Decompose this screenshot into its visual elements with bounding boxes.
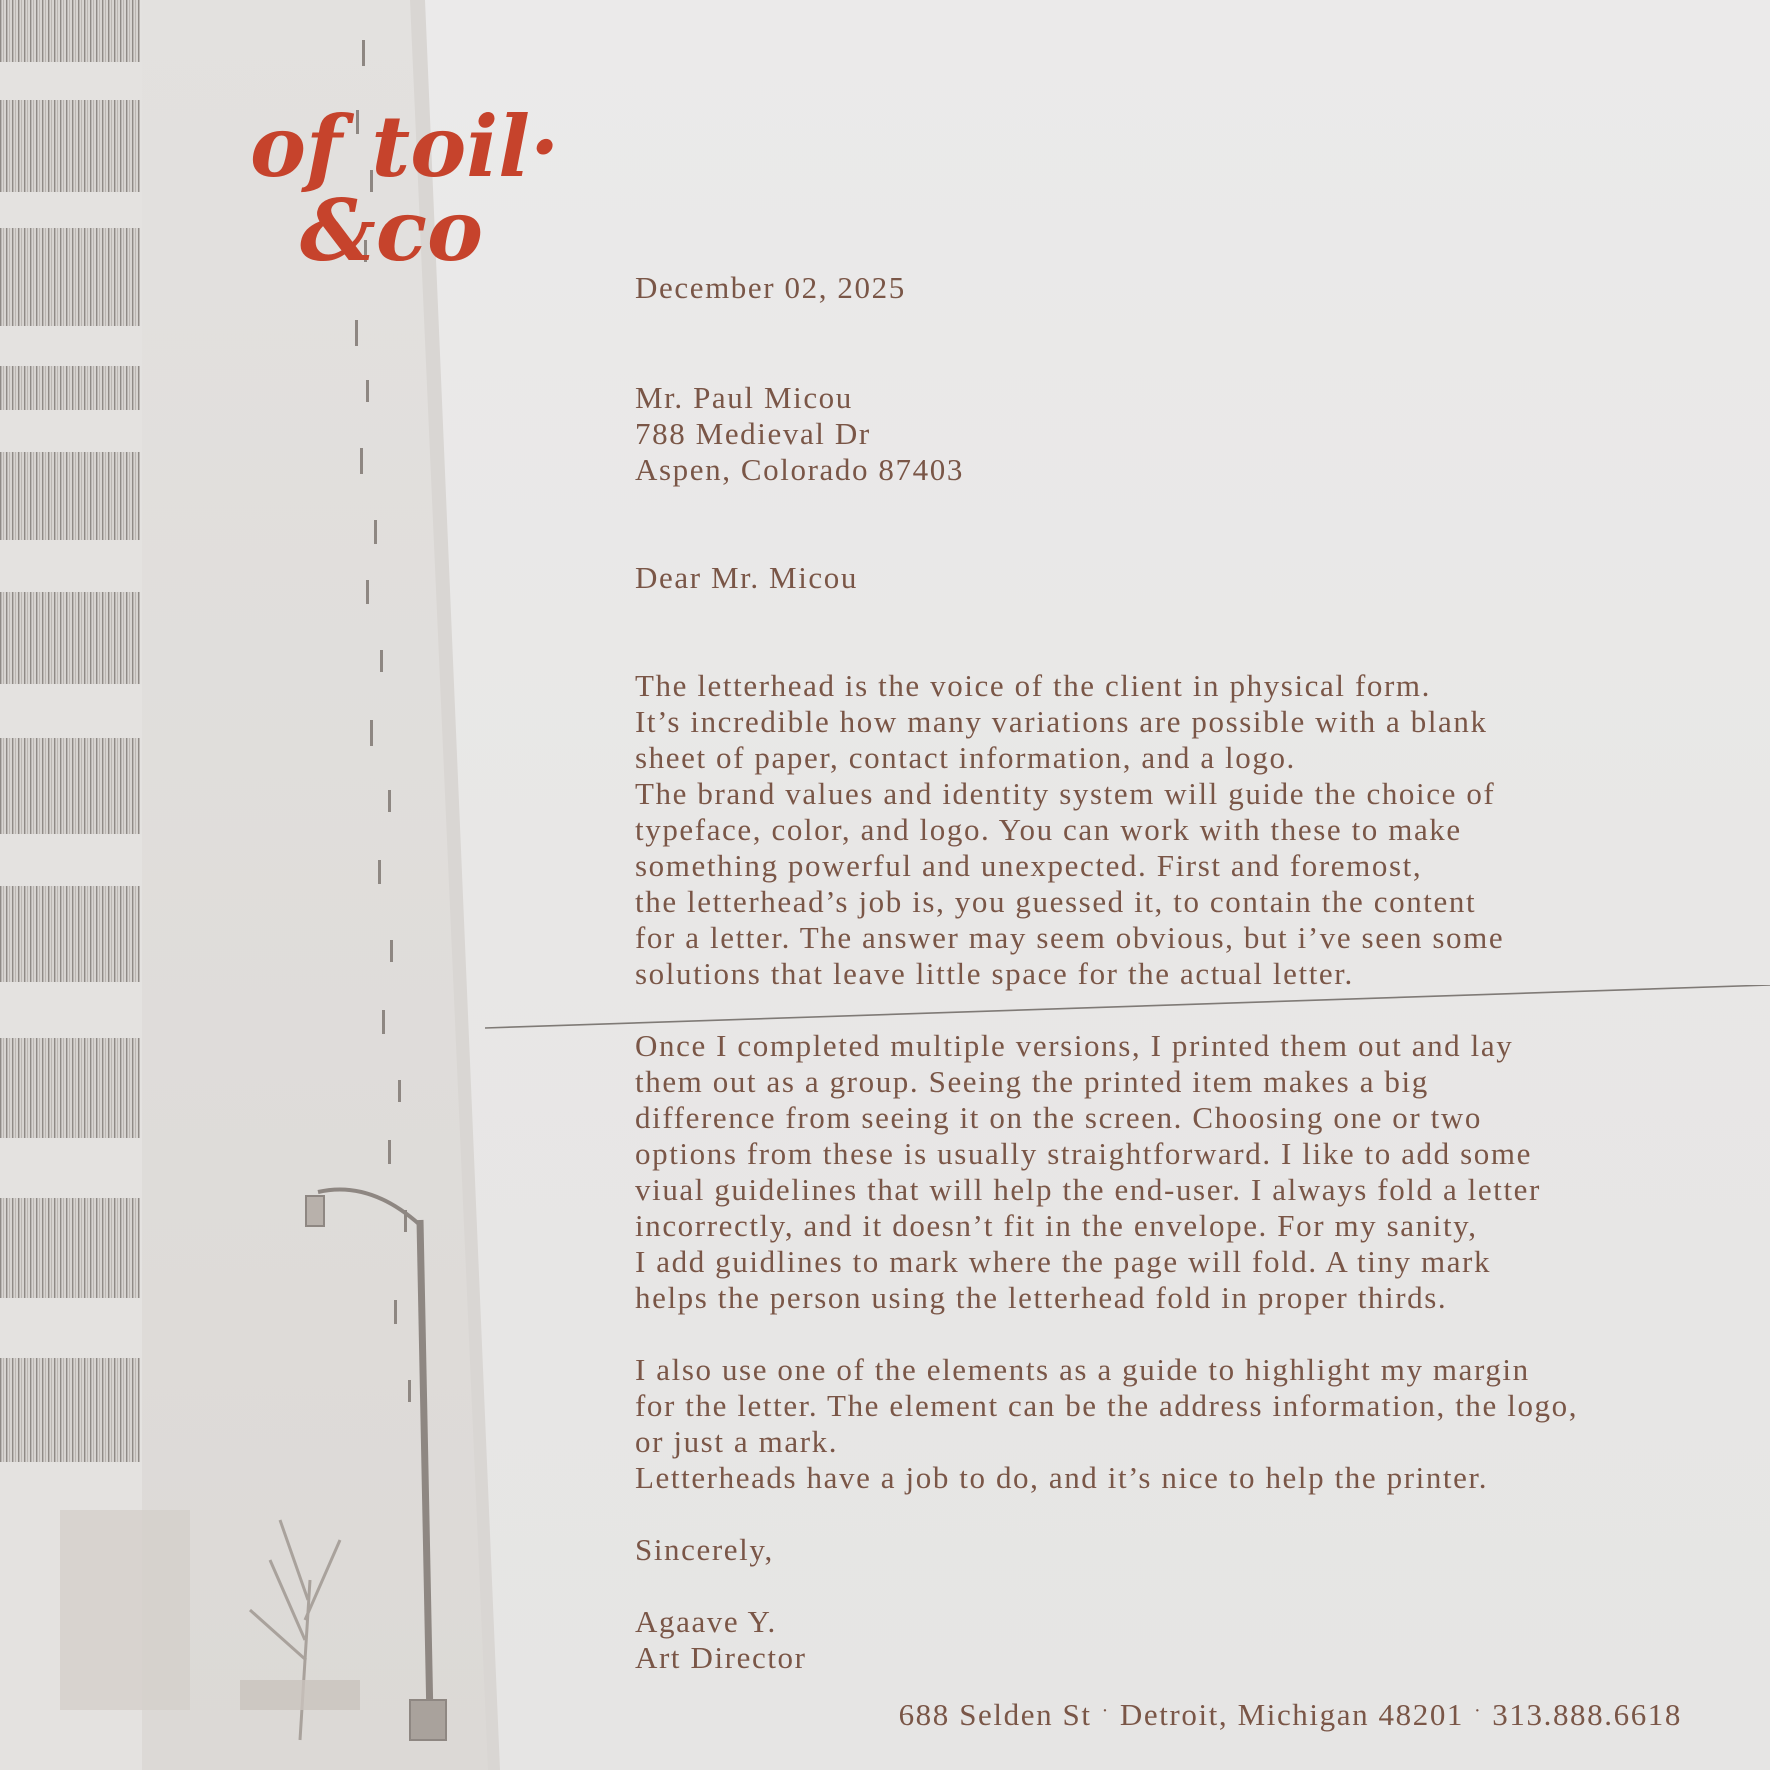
paragraph-line: difference from seeing it on the screen. Choosing one or two: [635, 1100, 1482, 1135]
paragraph-line: Once I completed multiple versions, I printed them out and lay: [635, 1028, 1514, 1063]
footer-street: 688 Selden St: [898, 1697, 1092, 1732]
paragraph-line: or just a mark.: [635, 1424, 839, 1459]
paragraph-line: I also use one of the elements as a guide to highlight my margin: [635, 1352, 1530, 1387]
paragraph-line: It’s incredible how many variations are possible with a blank: [635, 704, 1488, 739]
paragraph-line: incorrectly, and it doesn’t fit in the envelope. For my sanity,: [635, 1208, 1478, 1243]
logo-line-1: of toil·: [250, 97, 560, 196]
paragraph-line: for a letter. The answer may seem obvious, but i’ve seen some: [635, 920, 1505, 955]
logo-line-2: &co: [300, 181, 484, 280]
greeting: Dear Mr. Micou: [635, 560, 858, 595]
closing: Sincerely,: [635, 1532, 774, 1567]
paragraph-line: viual guidelines that will help the end-user. I always fold a letter: [635, 1172, 1541, 1207]
footer-contact: [899, 1697, 1682, 1733]
paragraph-line: for the letter. The element can be the address information, the logo,: [635, 1388, 1579, 1423]
paragraph-line: Letterheads have a job to do, and it’s nice to help the printer.: [635, 1460, 1489, 1495]
brand-logo: [240, 82, 570, 297]
footer-separator: ·: [1474, 1700, 1483, 1722]
paragraph-line: solutions that leave little space for the actual letter.: [635, 956, 1354, 991]
footer-phone: 313.888.6618: [1492, 1697, 1682, 1732]
paragraph-line: typeface, color, and logo. You can work with these to make: [635, 812, 1462, 847]
footer-separator: ·: [1101, 1700, 1110, 1722]
paragraph-line: the letterhead’s job is, you guessed it, to contain the content: [635, 884, 1477, 919]
paragraph-line: sheet of paper, contact information, and a logo.: [635, 740, 1296, 775]
footer-city: Detroit, Michigan 48201: [1119, 1697, 1465, 1732]
paragraph-line: The brand values and identity system will guide the choice of: [635, 776, 1496, 811]
letter-date: December 02, 2025: [635, 270, 906, 305]
paragraph-line: them out as a group. Seeing the printed item makes a big: [635, 1064, 1429, 1099]
recipient-address: [635, 380, 964, 488]
paragraph-line: The letterhead is the voice of the client in physical form.: [635, 668, 1431, 703]
signature-name: Agaave Y.: [635, 1604, 777, 1639]
recipient-street: 788 Medieval Dr: [635, 416, 871, 451]
recipient-city: Aspen, Colorado 87403: [635, 452, 964, 487]
paragraph-line: something powerful and unexpected. First and foremost,: [635, 848, 1423, 883]
paragraph-line: I add guidlines to mark where the page will fold. A tiny mark: [635, 1244, 1492, 1279]
paragraph-3: [635, 1352, 1578, 1496]
paragraph-line: options from these is usually straightforward. I like to add some: [635, 1136, 1532, 1171]
paragraph-1: [635, 668, 1504, 992]
paragraph-line: helps the person using the letterhead fold in proper thirds.: [635, 1280, 1448, 1315]
recipient-name: Mr. Paul Micou: [635, 380, 853, 415]
signature-block: [635, 1604, 807, 1676]
paragraph-2: [635, 1028, 1541, 1316]
signature-title: Art Director: [635, 1640, 807, 1675]
